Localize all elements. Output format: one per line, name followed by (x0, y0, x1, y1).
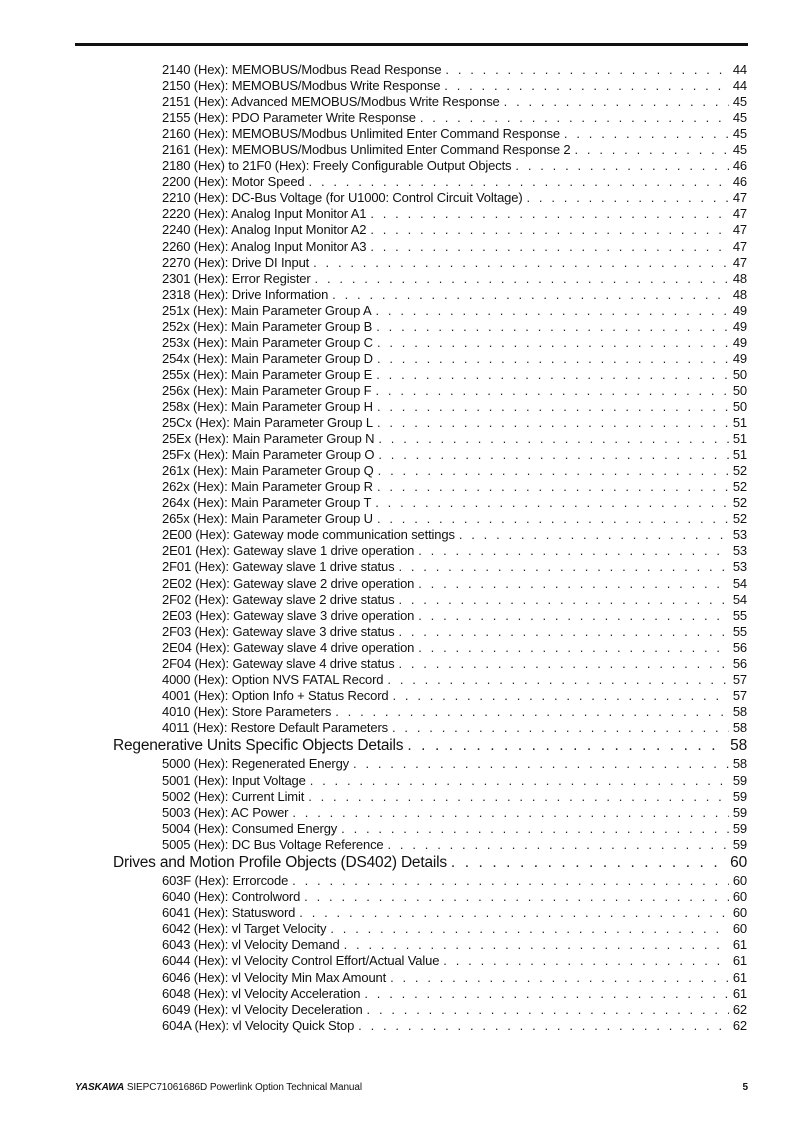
toc-entry-title: 6046 (Hex): vl Velocity Min Max Amount (162, 969, 387, 985)
toc-entry-page: 61 (732, 953, 747, 969)
dot-leader (515, 158, 728, 174)
dot-leader (308, 789, 729, 805)
toc-entry-page: 61 (732, 937, 747, 953)
toc-entry[interactable] (0, 126, 793, 142)
toc-entry-page: 50 (732, 398, 747, 414)
toc-section-entry[interactable] (0, 853, 793, 874)
toc-entry-page: 52 (732, 463, 747, 479)
toc-entry-title: 255x (Hex): Main Parameter Group E (162, 366, 373, 382)
toc-entry-title: 2240 (Hex): Analog Input Monitor A2 (162, 222, 367, 238)
toc-entry-title: Drives and Motion Profile Objects (DS402) Details (113, 853, 447, 871)
dot-leader (420, 110, 729, 126)
toc-entry-title: 2F01 (Hex): Gateway slave 1 drive status (162, 559, 395, 575)
toc-entry-page: 62 (732, 1001, 747, 1017)
dot-leader (459, 527, 729, 543)
dot-leader (407, 736, 726, 757)
toc-entry-title: 6043 (Hex): vl Velocity Demand (162, 937, 340, 953)
toc-entry-title: 2151 (Hex): Advanced MEMOBUS/Modbus Write Response (162, 94, 500, 110)
toc-entry[interactable] (0, 873, 793, 889)
toc-entry-page: 47 (732, 206, 747, 222)
toc-entry[interactable] (0, 495, 793, 511)
toc-entry-page: 47 (732, 254, 747, 270)
toc-entry[interactable] (0, 255, 793, 271)
footer-brand: YASKAWA (75, 1082, 125, 1093)
toc-entry[interactable] (0, 110, 793, 126)
toc-entry-page: 45 (732, 142, 747, 158)
toc-entry-title: Regenerative Units Specific Objects Details (113, 736, 404, 754)
toc-entry-title: 2270 (Hex): Drive DI Input (162, 254, 310, 270)
toc-entry[interactable] (0, 986, 793, 1002)
toc-entry-title: 25Fx (Hex): Main Parameter Group O (162, 447, 375, 463)
toc-entry-title: 262x (Hex): Main Parameter Group R (162, 479, 373, 495)
toc-entry[interactable] (0, 351, 793, 367)
toc-entry[interactable] (0, 921, 793, 937)
dot-leader (375, 383, 728, 399)
toc-entry[interactable] (0, 511, 793, 527)
footer-page-number: 5 (742, 1082, 748, 1093)
toc-entry-page: 49 (732, 350, 747, 366)
toc-entry-title: 4011 (Hex): Restore Default Parameters (162, 719, 388, 735)
toc-entry-title: 4001 (Hex): Option Info + Status Record (162, 687, 389, 703)
dot-leader (353, 756, 729, 772)
toc-entry[interactable] (0, 624, 793, 640)
toc-entry-page: 50 (732, 382, 747, 398)
dot-leader (341, 821, 729, 837)
toc-entry[interactable] (0, 905, 793, 921)
toc-entry-page: 58 (732, 703, 747, 719)
dot-leader (376, 303, 729, 319)
dot-leader (375, 495, 729, 511)
toc-entry[interactable] (0, 1018, 793, 1034)
toc-entry-title: 258x (Hex): Main Parameter Group H (162, 398, 373, 414)
toc-entry-page: 52 (732, 479, 747, 495)
toc-entry-page: 60 (732, 873, 747, 889)
dot-leader (292, 805, 728, 821)
dot-leader (299, 905, 729, 921)
toc-entry-page: 59 (732, 836, 747, 852)
toc-entry-title: 2E00 (Hex): Gateway mode communication settings (162, 527, 455, 543)
toc-entry-page: 59 (732, 804, 747, 820)
toc-entry[interactable] (0, 190, 793, 206)
toc-entry[interactable] (0, 608, 793, 624)
dot-leader (377, 479, 729, 495)
table-of-contents (0, 62, 793, 1034)
dot-leader (418, 640, 729, 656)
toc-entry-title: 2220 (Hex): Analog Input Monitor A1 (162, 206, 367, 222)
toc-entry-page: 58 (730, 736, 747, 754)
toc-entry[interactable] (0, 335, 793, 351)
toc-entry[interactable] (0, 889, 793, 905)
toc-entry-page: 54 (732, 575, 747, 591)
toc-entry-title: 5003 (Hex): AC Power (162, 804, 289, 820)
toc-entry-title: 264x (Hex): Main Parameter Group T (162, 495, 372, 511)
dot-leader (344, 937, 729, 953)
toc-entry-title: 2200 (Hex): Motor Speed (162, 174, 305, 190)
toc-entry-title: 2F02 (Hex): Gateway slave 2 drive status (162, 591, 395, 607)
dot-leader (398, 592, 728, 608)
dot-leader (574, 142, 728, 158)
toc-entry-page: 61 (732, 969, 747, 985)
toc-entry[interactable] (0, 463, 793, 479)
toc-entry-title: 6042 (Hex): vl Target Velocity (162, 921, 327, 937)
toc-entry[interactable] (0, 805, 793, 821)
toc-entry-page: 49 (732, 334, 747, 350)
dot-leader (388, 837, 729, 853)
toc-entry-title: 265x (Hex): Main Parameter Group U (162, 511, 373, 527)
toc-entry-page: 51 (732, 431, 747, 447)
toc-entry-page: 47 (732, 238, 747, 254)
toc-section-entry[interactable] (0, 736, 793, 757)
toc-entry[interactable] (0, 559, 793, 575)
dot-leader (451, 853, 726, 874)
toc-entry[interactable] (0, 158, 793, 174)
toc-entry-title: 2155 (Hex): PDO Parameter Write Response (162, 110, 416, 126)
toc-entry[interactable] (0, 953, 793, 969)
dot-leader (330, 921, 728, 937)
toc-entry-page: 55 (732, 623, 747, 639)
toc-entry[interactable] (0, 773, 793, 789)
dot-leader (527, 190, 729, 206)
toc-entry-page: 45 (732, 110, 747, 126)
toc-entry[interactable] (0, 447, 793, 463)
toc-entry[interactable] (0, 78, 793, 94)
dot-leader (292, 873, 729, 889)
dot-leader (309, 174, 729, 190)
toc-entry[interactable] (0, 431, 793, 447)
dot-leader (358, 1018, 729, 1034)
dot-leader (398, 656, 728, 672)
toc-entry[interactable] (0, 789, 793, 805)
toc-entry-page: 50 (732, 366, 747, 382)
toc-entry-title: 25Ex (Hex): Main Parameter Group N (162, 431, 375, 447)
toc-entry-page: 59 (732, 788, 747, 804)
toc-entry-title: 2160 (Hex): MEMOBUS/Modbus Unlimited Enter Command Response (162, 126, 560, 142)
dot-leader (377, 511, 729, 527)
dot-leader (378, 447, 728, 463)
toc-entry-title: 25Cx (Hex): Main Parameter Group L (162, 415, 373, 431)
toc-entry-page: 60 (732, 905, 747, 921)
dot-leader (310, 773, 729, 789)
toc-entry-title: 603F (Hex): Errorcode (162, 873, 289, 889)
toc-entry-title: 5000 (Hex): Regenerated Energy (162, 756, 350, 772)
toc-entry[interactable] (0, 367, 793, 383)
toc-entry[interactable] (0, 271, 793, 287)
dot-leader (315, 271, 729, 287)
toc-entry[interactable] (0, 756, 793, 772)
toc-entry-title: 4000 (Hex): Option NVS FATAL Record (162, 671, 384, 687)
dot-leader (335, 704, 729, 720)
toc-entry-page: 54 (732, 591, 747, 607)
toc-entry-title: 2180 (Hex) to 21F0 (Hex): Freely Configurable Output Objects (162, 158, 512, 174)
toc-entry[interactable] (0, 970, 793, 986)
toc-entry-page: 46 (732, 174, 747, 190)
toc-entry-title: 2260 (Hex): Analog Input Monitor A3 (162, 238, 367, 254)
toc-entry-title: 2301 (Hex): Error Register (162, 270, 311, 286)
toc-entry[interactable] (0, 239, 793, 255)
toc-entry-title: 252x (Hex): Main Parameter Group B (162, 318, 373, 334)
toc-entry-page: 48 (732, 270, 747, 286)
toc-entry[interactable] (0, 672, 793, 688)
toc-entry-title: 256x (Hex): Main Parameter Group F (162, 382, 372, 398)
toc-entry-page: 62 (732, 1017, 747, 1033)
toc-entry-title: 4010 (Hex): Store Parameters (162, 703, 332, 719)
toc-entry-page: 47 (732, 190, 747, 206)
toc-entry[interactable] (0, 399, 793, 415)
header-rule (75, 43, 748, 46)
toc-entry[interactable] (0, 479, 793, 495)
dot-leader (377, 351, 729, 367)
toc-entry-page: 59 (732, 820, 747, 836)
toc-entry-title: 2F03 (Hex): Gateway slave 3 drive status (162, 623, 395, 639)
dot-leader (392, 688, 728, 704)
toc-entry[interactable] (0, 206, 793, 222)
dot-leader (504, 94, 729, 110)
toc-entry-title: 5005 (Hex): DC Bus Voltage Reference (162, 836, 384, 852)
toc-entry[interactable] (0, 688, 793, 704)
dot-leader (390, 970, 729, 986)
toc-entry[interactable] (0, 592, 793, 608)
footer-document-title: SIEPC71061686D Powerlink Option Technical Manual (126, 1082, 362, 1093)
toc-entry[interactable] (0, 837, 793, 853)
dot-leader (398, 624, 728, 640)
dot-leader (444, 78, 729, 94)
toc-entry[interactable] (0, 576, 793, 592)
toc-entry[interactable] (0, 303, 793, 319)
toc-entry-page: 59 (732, 772, 747, 788)
toc-entry-title: 253x (Hex): Main Parameter Group C (162, 334, 373, 350)
toc-entry-title: 254x (Hex): Main Parameter Group D (162, 350, 373, 366)
toc-entry-title: 5004 (Hex): Consumed Energy (162, 820, 338, 836)
toc-entry-page: 52 (732, 495, 747, 511)
toc-entry-page: 58 (732, 756, 747, 772)
dot-leader (398, 559, 728, 575)
toc-entry-page: 57 (732, 671, 747, 687)
toc-entry-title: 6041 (Hex): Statusword (162, 905, 296, 921)
toc-entry-title: 2E02 (Hex): Gateway slave 2 drive operation (162, 575, 415, 591)
dot-leader (378, 463, 729, 479)
toc-entry[interactable] (0, 543, 793, 559)
toc-entry-page: 52 (732, 511, 747, 527)
toc-entry-title: 2150 (Hex): MEMOBUS/Modbus Write Response (162, 78, 441, 94)
toc-entry-page: 44 (732, 62, 747, 77)
toc-entry-page: 49 (732, 302, 747, 318)
dot-leader (387, 672, 728, 688)
toc-entry-title: 2140 (Hex): MEMOBUS/Modbus Read Response (162, 62, 442, 77)
toc-entry-title: 2318 (Hex): Drive Information (162, 286, 329, 302)
toc-entry[interactable] (0, 415, 793, 431)
dot-leader (418, 576, 729, 592)
dot-leader (377, 399, 729, 415)
dot-leader (370, 206, 729, 222)
toc-entry-page: 44 (732, 78, 747, 94)
toc-entry-page: 49 (732, 318, 747, 334)
toc-entry[interactable] (0, 287, 793, 303)
toc-entry[interactable] (0, 319, 793, 335)
toc-entry-page: 45 (732, 94, 747, 110)
toc-entry[interactable] (0, 937, 793, 953)
toc-entry-title: 2210 (Hex): DC-Bus Voltage (for U1000: Control Circuit Voltage) (162, 190, 523, 206)
dot-leader (392, 720, 729, 736)
dot-leader (304, 889, 729, 905)
dot-leader (376, 319, 729, 335)
dot-leader (332, 287, 729, 303)
toc-entry-title: 2E01 (Hex): Gateway slave 1 drive operation (162, 543, 415, 559)
dot-leader (370, 239, 729, 255)
toc-entry-page: 60 (730, 853, 747, 871)
toc-entry[interactable] (0, 174, 793, 190)
dot-leader (364, 986, 728, 1002)
toc-entry-page: 57 (732, 687, 747, 703)
dot-leader (418, 608, 729, 624)
toc-entry[interactable] (0, 1002, 793, 1018)
dot-leader (418, 543, 729, 559)
toc-entry-page: 51 (732, 415, 747, 431)
toc-entry-page: 55 (732, 607, 747, 623)
toc-entry-page: 45 (732, 126, 747, 142)
toc-entry-page: 47 (732, 222, 747, 238)
toc-entry-title: 6040 (Hex): Controlword (162, 889, 301, 905)
toc-entry[interactable] (0, 704, 793, 720)
toc-entry[interactable] (0, 656, 793, 672)
page-footer (75, 1081, 748, 1095)
dot-leader (445, 62, 728, 78)
dot-leader (376, 367, 729, 383)
toc-entry[interactable] (0, 821, 793, 837)
dot-leader (564, 126, 729, 142)
dot-leader (367, 1002, 729, 1018)
toc-entry-page: 61 (732, 985, 747, 1001)
dot-leader (313, 255, 729, 271)
toc-entry-title: 2E04 (Hex): Gateway slave 4 drive operation (162, 639, 415, 655)
toc-entry[interactable] (0, 94, 793, 110)
dot-leader (370, 222, 729, 238)
toc-entry-title: 6048 (Hex): vl Velocity Acceleration (162, 985, 361, 1001)
toc-entry-page: 46 (732, 158, 747, 174)
toc-entry-title: 604A (Hex): vl Velocity Quick Stop (162, 1017, 355, 1033)
toc-entry-page: 56 (732, 639, 747, 655)
toc-entry[interactable] (0, 527, 793, 543)
dot-leader (377, 415, 729, 431)
toc-entry-page: 58 (732, 719, 747, 735)
toc-entry-title: 5001 (Hex): Input Voltage (162, 772, 306, 788)
toc-entry-page: 53 (732, 559, 747, 575)
toc-entry-page: 51 (732, 447, 747, 463)
toc-entry-page: 56 (732, 655, 747, 671)
toc-entry[interactable] (0, 62, 793, 78)
toc-entry-title: 6044 (Hex): vl Velocity Control Effort/Actual Value (162, 953, 440, 969)
toc-entry-title: 2E03 (Hex): Gateway slave 3 drive operation (162, 607, 415, 623)
toc-entry[interactable] (0, 222, 793, 238)
toc-entry-page: 60 (732, 889, 747, 905)
dot-leader (377, 335, 729, 351)
toc-entry-page: 53 (732, 527, 747, 543)
toc-entry[interactable] (0, 720, 793, 736)
toc-entry-title: 261x (Hex): Main Parameter Group Q (162, 463, 374, 479)
toc-entry[interactable] (0, 640, 793, 656)
toc-entry-title: 5002 (Hex): Current Limit (162, 788, 305, 804)
toc-entry-page: 60 (732, 921, 747, 937)
dot-leader (443, 953, 729, 969)
toc-entry-title: 251x (Hex): Main Parameter Group A (162, 302, 372, 318)
toc-entry-page: 48 (732, 286, 747, 302)
toc-entry-title: 2161 (Hex): MEMOBUS/Modbus Unlimited Enter Command Response 2 (162, 142, 571, 158)
toc-entry-title: 6049 (Hex): vl Velocity Deceleration (162, 1001, 363, 1017)
toc-entry[interactable] (0, 383, 793, 399)
toc-entry[interactable] (0, 142, 793, 158)
toc-entry-page: 53 (732, 543, 747, 559)
toc-entry-title: 2F04 (Hex): Gateway slave 4 drive status (162, 655, 395, 671)
dot-leader (378, 431, 728, 447)
